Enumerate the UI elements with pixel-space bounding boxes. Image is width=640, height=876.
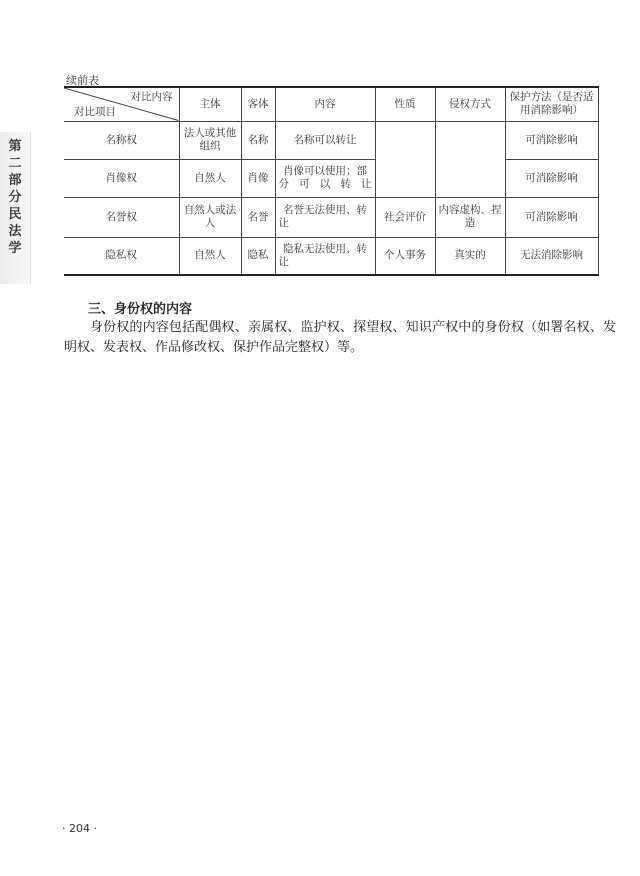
header-infringement: 侵权方式 [435, 87, 505, 121]
row-content: 隐私无法使用、转让 [275, 237, 375, 275]
row-object: 名称 [241, 121, 275, 159]
row-name: 名誉权 [64, 197, 179, 237]
corner-header-cell [64, 87, 179, 121]
row-nature: 个人事务 [375, 237, 435, 275]
corner-top-right: 对比内容 [130, 91, 173, 103]
row-object: 隐私 [241, 237, 275, 275]
header-nature: 性质 [375, 87, 435, 121]
row-subject: 自然人 [179, 237, 241, 275]
row-protection: 可消除影响 [505, 159, 598, 197]
row-subject: 自然人或法人 [179, 197, 241, 237]
page-number: · 204 · [62, 822, 97, 835]
row-subject: 法人或其他组织 [179, 121, 241, 159]
header-object: 客体 [241, 87, 275, 121]
row-nature [375, 121, 435, 197]
row-content: 名誉无法使用、转让 [275, 197, 375, 237]
table-row [64, 159, 598, 197]
header-row [64, 87, 598, 121]
row-name: 名称权 [64, 121, 179, 159]
row-infringement: 内容虚构、捏造 [435, 197, 505, 237]
row-content: 肖像可以使用；部分可以转让 [275, 159, 375, 197]
side-tab-label: 第二部分 民法学 [8, 139, 22, 256]
section-title: 三、身份权的内容 [88, 302, 193, 317]
table-row [64, 237, 598, 275]
header-subject: 主体 [179, 87, 241, 121]
row-object: 肖像 [241, 159, 275, 197]
row-protection: 无法消除影响 [505, 237, 598, 275]
header-protection: 保护方法（是否适用消除影响） [505, 87, 598, 121]
table-caption: 续前表 [66, 74, 99, 87]
row-protection: 可消除影响 [505, 121, 598, 159]
row-subject: 自然人 [179, 159, 241, 197]
row-infringement: 真实的 [435, 237, 505, 275]
row-protection: 可消除影响 [505, 197, 598, 237]
row-name: 隐私权 [64, 237, 179, 275]
table-row [64, 121, 598, 159]
header-content: 内容 [275, 87, 375, 121]
corner-bottom-left: 对比项目 [74, 105, 116, 118]
body-paragraph: 身份权的内容包括配偶权、亲属权、监护权、探望权、知识产权中的身份权（如署名权、发明权、发表权、作品修改权、保护作品完整权）等。 [64, 320, 616, 355]
row-infringement [435, 121, 505, 197]
row-name: 肖像权 [64, 159, 179, 197]
row-object: 名誉 [241, 197, 275, 237]
row-content: 名称可以转让 [275, 121, 375, 159]
comparison-table [64, 86, 599, 276]
row-nature: 社会评价 [375, 197, 435, 237]
table-row [64, 197, 598, 237]
